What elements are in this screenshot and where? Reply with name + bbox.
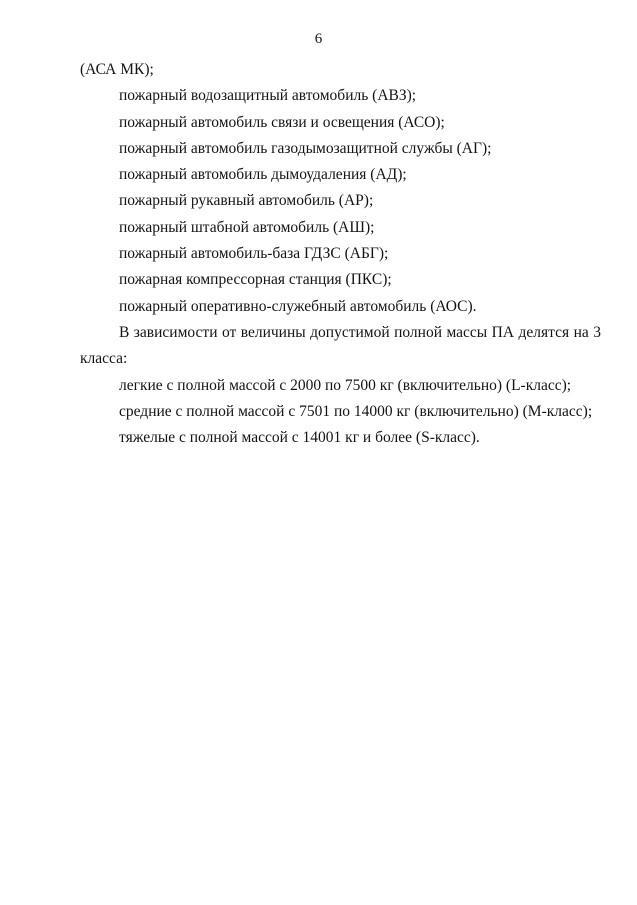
list-item-ash: пожарный штабной автомобиль (АШ); [119, 218, 375, 236]
list-item-ad: пожарный автомобиль дымоудаления (АД); [119, 166, 407, 184]
list-item-ag: пожарный автомобиль газодымозащитной службы (АГ); [119, 139, 492, 157]
class-item-medium: средние с полной массой с 7501 по 14000 кг (включительно) (M-класс); [119, 402, 593, 420]
list-item-aso: пожарный автомобиль связи и освещения (АСО); [119, 113, 445, 131]
list-item-pks: пожарная компрессорная станция (ПКС); [119, 271, 392, 289]
page-number: 6 [314, 31, 323, 47]
text-line-continuation: (АСА МК); [80, 61, 154, 78]
body-text [80, 57, 601, 451]
list-item-avz: пожарный водозащитный автомобиль (АВЗ); [119, 87, 417, 105]
list-item-ar: пожарный рукавный автомобиль (АР); [119, 192, 374, 210]
list-item-aos: пожарный оперативно-служебный автомобиль (АОС). [119, 297, 477, 315]
paragraph-classes-intro-end: класса: [80, 350, 128, 368]
class-item-light: легкие с полной массой с 2000 по 7500 кг (включительно) (L-класс); [119, 376, 572, 394]
class-item-heavy: тяжелые с полной массой с 14001 кг и более (S-класс). [119, 429, 480, 447]
paragraph-classes-intro: В зависимости от величины допустимой полной массы ПА делятся на 3 [119, 323, 601, 341]
list-item-abg: пожарный автомобиль-база ГДЗС (АБГ); [119, 245, 389, 263]
